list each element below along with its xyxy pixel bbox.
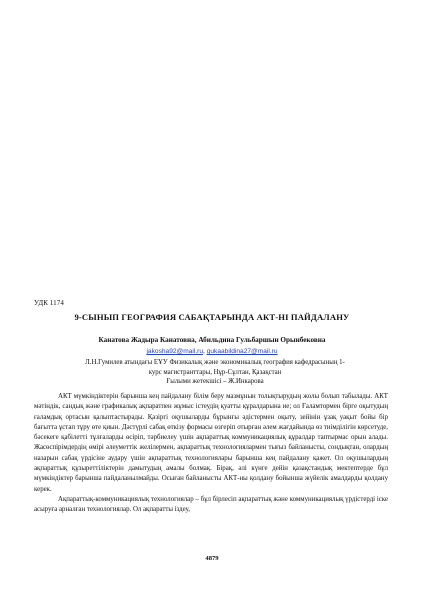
- email-link-1[interactable]: jakosha92@mail.ru: [146, 348, 204, 355]
- affiliation-line-1: Л.Н.Гумилев атындағы ЕҰУ Физикалық және экономикалық география кафедрасының 1-: [85, 359, 345, 366]
- udk-code: УДК 1174: [34, 299, 64, 307]
- author-emails: [34, 348, 390, 355]
- body-text: [34, 392, 388, 516]
- email-link-2[interactable]: gukaabildina27@mail.ru: [206, 348, 278, 355]
- paper-title: 9-СЫНЫП ГЕОГРАФИЯ САБАҚТАРЫНДА АКТ-НІ ПАЙДАЛАНУ: [74, 312, 350, 322]
- paragraph: Ақпараттық-коммуникациялық технологиялар – бұл бірлесіп ақпараттық және коммуникациялық үрдістерді іске асыруға арналған технологиялар. Ол ақпаратты іздеу,: [34, 495, 388, 514]
- paragraph: АКТ мүмкіндіктерін барынша кең пайдалану білім беру мазмұнын толықтырудың жолы болып табылады. АКТ мәтіндік, сандық және графикалық ақпаратпен жұмыс істеудің қуатты құралдарына ие; ол Ғаламтормен бірге оқытудың ғаламдық ортасын қалыптастырады. Қазіргі оқушыларды бұрынғы әдістермен оқыту, зейінін ұзақ уақыт бойы бір бағытта ұстап тұру өте қиын. Дәстүрлі сабақ өткізу формасы өзгеріп отырған әлем жағдайында өз тиімділігін көрсетуде, бәсекеге қабілетті тұлғаларды өсіріп, тәрбиелеу үшін ақпараттық коммуникациялық құралдар таптырмас орын алады. Жасөспірімдердің өмірі әлеуметтік желілермен, ақпараттық технологиялармен тығыз байланысты, сондықтан, олардың назарын сабақ үрдісіне аудару үшін ақпараттық технологиялары барынша кең пайдалану қажет. Ол оқушылардың ақпараттық құзыреттіліктерін дамытудың амалы болмақ. Бірақ, әлі күнге дейін қазақстандық мектептерде бұл мүмкіндіктер барынша пайдаланылмайды. Осыған байланысты АКТ-ны қолдану бойынша жүйелік амалдарды қолдану керек.: [34, 393, 388, 493]
- affiliation: [40, 358, 390, 387]
- author-names: Канатова Жадыра Канатовна, Абильдина Гульбаршын Орынбековна: [98, 336, 326, 344]
- supervisor-line: Ғылыми жетекшісі – Ж.Инкарова: [166, 378, 264, 386]
- page-number: 4879: [205, 555, 219, 562]
- email-separator: ,: [203, 348, 207, 355]
- affiliation-line-2: курс магистранттары, Нұр-Сұлтан, Қазақстан: [148, 368, 282, 376]
